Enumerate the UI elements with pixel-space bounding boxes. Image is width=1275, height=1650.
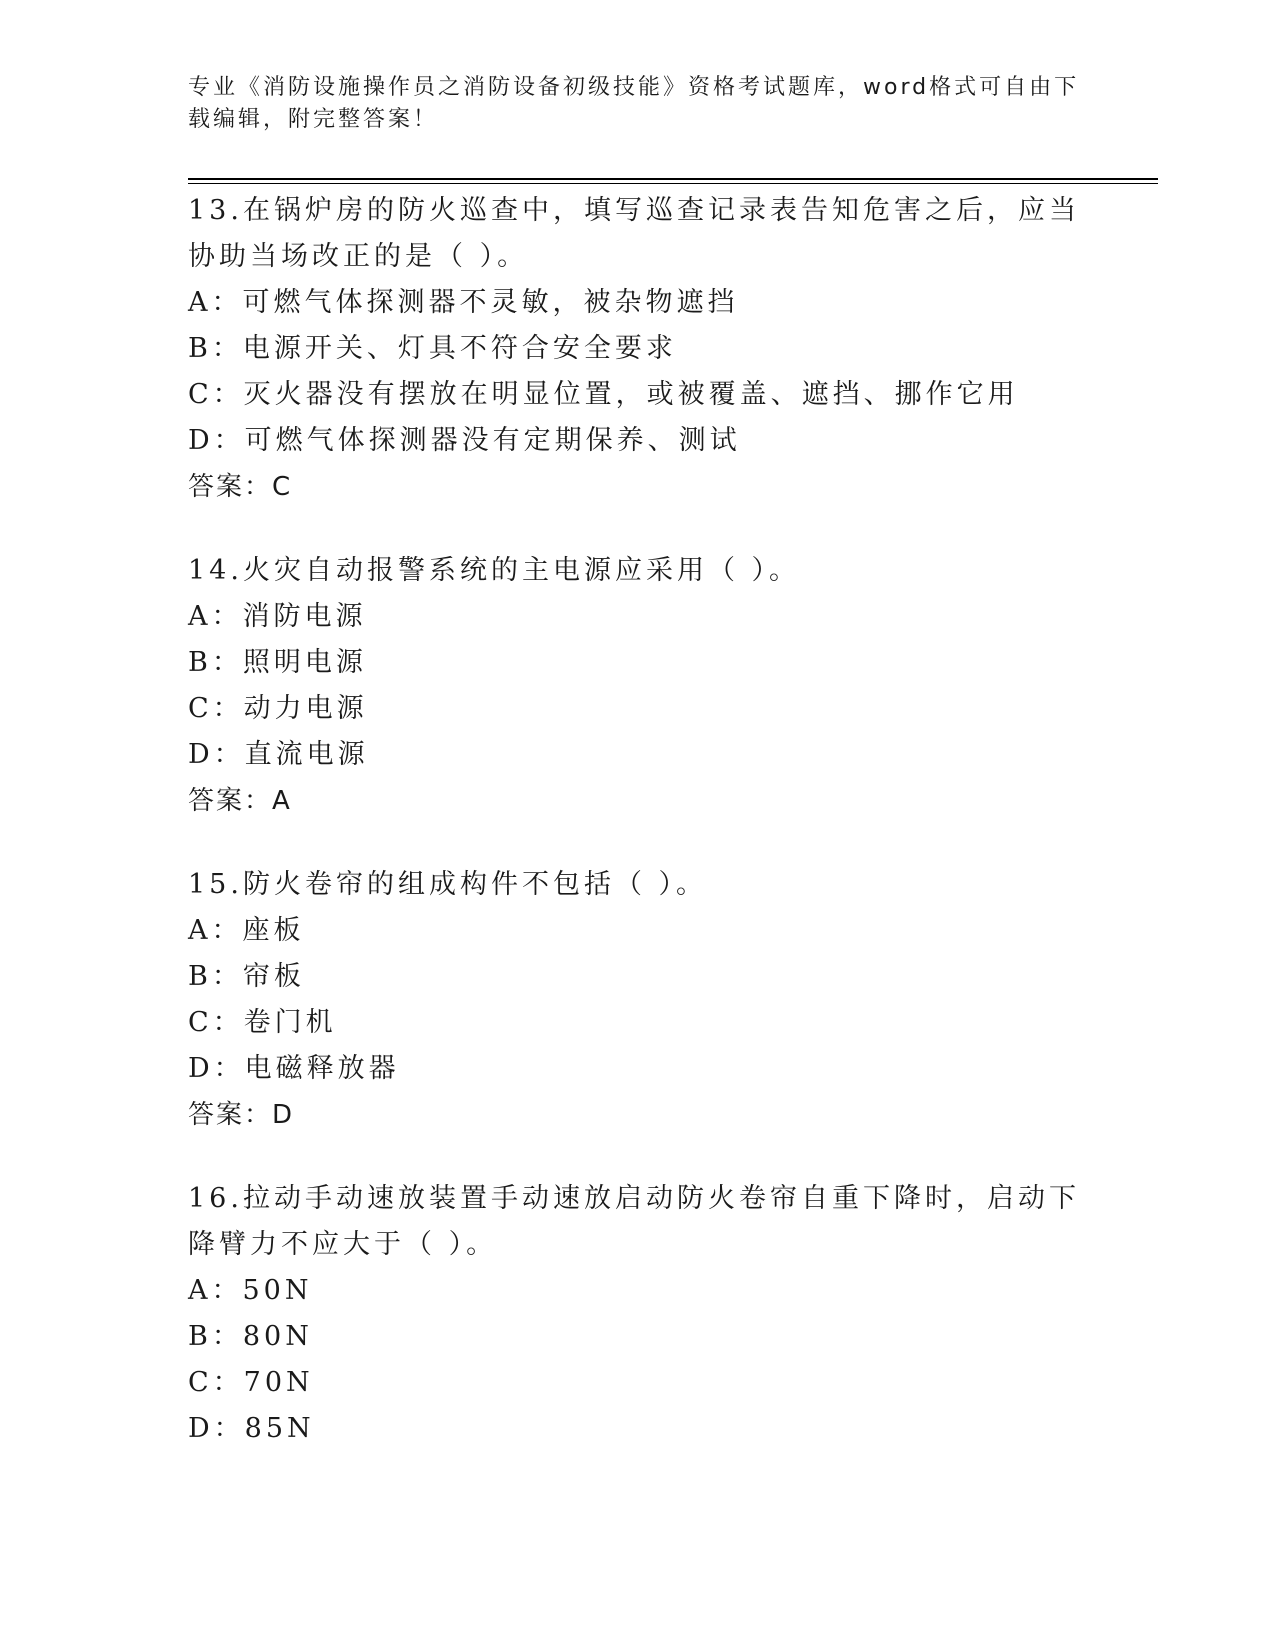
option-d: D：可燃气体探测器没有定期保养、测试 bbox=[188, 425, 741, 456]
header-divider-thick bbox=[188, 178, 1158, 180]
option-b: B：帘板 bbox=[188, 961, 305, 992]
question-15 bbox=[188, 862, 1088, 1138]
option-c: C：灭火器没有摆放在明显位置，或被覆盖、遮挡、挪作它用 bbox=[188, 379, 1019, 410]
question-stem: 16.拉动手动速放装置手动速放启动防火卷帘自重下降时，启动下降臂力不应大于（ ）。 bbox=[188, 1183, 1080, 1260]
option-b: B：电源开关、灯具不符合安全要求 bbox=[188, 333, 677, 364]
option-b: B：80N bbox=[188, 1321, 313, 1352]
question-13 bbox=[188, 188, 1088, 510]
option-d: D：85N bbox=[188, 1413, 315, 1444]
option-d: D：直流电源 bbox=[188, 739, 369, 770]
question-stem: 13.在锅炉房的防火巡查中，填写巡查记录表告知危害之后，应当协助当场改正的是（ ）。 bbox=[188, 195, 1080, 272]
answer-line: 答案：D bbox=[188, 1100, 295, 1130]
question-14 bbox=[188, 548, 1088, 824]
question-stem: 14.火灾自动报警系统的主电源应采用（ ）。 bbox=[188, 555, 801, 586]
option-c: C：动力电源 bbox=[188, 693, 368, 724]
header-divider-thin bbox=[188, 183, 1158, 184]
option-a: A：可燃气体探测器不灵敏，被杂物遮挡 bbox=[188, 287, 739, 318]
document-header: 专业《消防设施操作员之消防设备初级技能》资格考试题库，word格式可自由下载编辑，附完整答案！ bbox=[188, 75, 1080, 132]
option-c: C：卷门机 bbox=[188, 1007, 337, 1038]
question-16 bbox=[188, 1176, 1088, 1452]
option-c: C：70N bbox=[188, 1367, 314, 1398]
option-a: A：座板 bbox=[188, 915, 305, 946]
option-d: D：电磁释放器 bbox=[188, 1053, 400, 1084]
option-a: A：50N bbox=[188, 1275, 313, 1306]
question-list bbox=[188, 188, 1088, 1452]
option-b: B：照明电源 bbox=[188, 647, 367, 678]
answer-line: 答案：A bbox=[188, 786, 292, 816]
question-stem: 15.防火卷帘的组成构件不包括（ ）。 bbox=[188, 869, 708, 900]
option-a: A：消防电源 bbox=[188, 601, 367, 632]
answer-line: 答案：C bbox=[188, 472, 293, 502]
